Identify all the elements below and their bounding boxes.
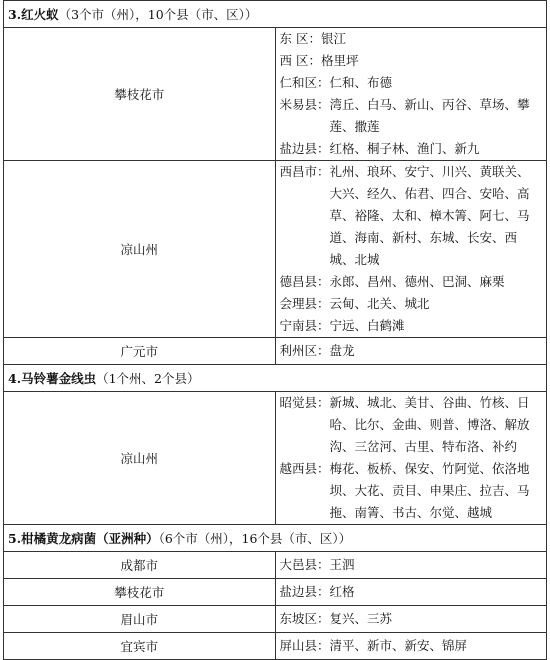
county-entry [280,293,543,315]
county-entry [280,340,543,362]
county-entry [280,608,543,630]
section-number: 3. [8,7,22,22]
section-number: 4. [8,371,22,386]
township-list: 复兴、三苏 [329,611,393,626]
county-label: 宁南县： [279,318,330,333]
county-entry [280,271,543,293]
county-label: 昭觉县： [279,395,330,410]
township-list: 新城、城北、美甘、谷曲、竹核、日哈、比尔、金曲、则普、博洛、解放沟、三岔河、古里、特布洛、补约 [329,395,530,454]
township-list: 红格 [329,584,355,599]
township-list: 清平、新市、新安、锦屏 [329,638,468,653]
city-cell: 广元市 [4,338,276,365]
county-label: 米易县： [279,97,330,112]
county-entry [280,581,543,603]
township-list: 湾丘、白马、新山、丙谷、草场、攀莲、撒莲 [329,97,530,134]
city-cell: 凉山州 [4,392,276,525]
section-scope: （3个市（州），10个县（市、区）） [58,7,258,22]
county-label: 仁和区： [279,75,330,90]
section-header-row [4,525,547,552]
county-label: 盐边县： [279,141,330,156]
quarantine-area-table [3,0,547,660]
county-entry [280,315,543,337]
table-row [4,161,547,338]
section-header [4,365,547,392]
section-pest-name: 柑橘黄龙病菌（亚洲种） [21,531,159,546]
county-list-cell [275,552,547,579]
county-entry [280,138,543,160]
township-list: 银江 [320,31,346,46]
city-cell: 成都市 [4,552,276,579]
township-list: 梅花、板桥、保安、竹阿觉、依洛地坝、大花、贡目、申果庄、拉吉、马拖、南箐、书古、尔觉、越城 [329,461,530,520]
county-label: 东坡区： [279,611,330,626]
township-list: 礼州、琅环、安宁、川兴、黄联关、大兴、经久、佑君、四合、安哈、高草、裕隆、太和、樟木箐、阿七、马道、海南、新村、东城、长安、西城、北城 [329,164,530,267]
county-list-cell [275,633,547,660]
table-row [4,633,547,660]
county-list-cell [275,392,547,525]
city-cell: 凉山州 [4,161,276,338]
section-header-row [4,1,547,28]
township-list: 盘龙 [329,343,355,358]
township-list: 宁远、白鹤滩 [329,318,405,333]
city-cell: 攀枝花市 [4,28,276,161]
county-entry [280,392,543,458]
county-entry [280,50,543,72]
table-body [4,1,547,660]
county-entry [280,458,543,524]
county-entry [280,94,543,138]
table-row [4,579,547,606]
table-row [4,606,547,633]
table-row [4,28,547,161]
township-list: 仁和、布德 [329,75,393,90]
city-cell: 攀枝花市 [4,579,276,606]
city-cell: 眉山市 [4,606,276,633]
county-entry [280,72,543,94]
county-list-cell [275,338,547,365]
county-label: 会理县： [279,296,330,311]
county-entry [280,161,543,271]
county-label: 东 区： [279,31,321,46]
township-list: 格里坪 [320,53,359,68]
county-label: 屏山县： [279,638,330,653]
township-list: 红格、桐子林、渔门、新九 [329,141,480,156]
county-label: 德昌县： [279,274,330,289]
county-label: 大邑县： [279,557,330,572]
county-label: 西昌市： [279,164,330,179]
section-scope: （6个市（州），16个县（市、区）） [158,531,352,546]
section-pest-name: 红火蚁 [21,7,59,22]
county-entry [280,554,543,576]
county-label: 利州区： [279,343,330,358]
county-entry [280,28,543,50]
section-pest-name: 马铃薯金线虫 [21,371,97,386]
township-list: 永郎、昌州、德州、巴洞、麻栗 [329,274,505,289]
county-list-cell [275,28,547,161]
county-label: 越西县： [279,461,330,476]
township-list: 王泗 [329,557,355,572]
city-cell: 宜宾市 [4,633,276,660]
section-header [4,1,547,28]
county-label: 盐边县： [279,584,330,599]
section-header [4,525,547,552]
table-row [4,392,547,525]
county-list-cell [275,161,547,338]
county-list-cell [275,579,547,606]
county-list-cell [275,606,547,633]
section-scope: （1个州、2个县） [96,371,200,386]
county-entry [280,635,543,657]
table-row [4,338,547,365]
township-list: 云甸、北关、城北 [329,296,430,311]
section-number: 5. [8,531,22,546]
table-row [4,552,547,579]
county-label: 西 区： [279,53,321,68]
section-header-row [4,365,547,392]
